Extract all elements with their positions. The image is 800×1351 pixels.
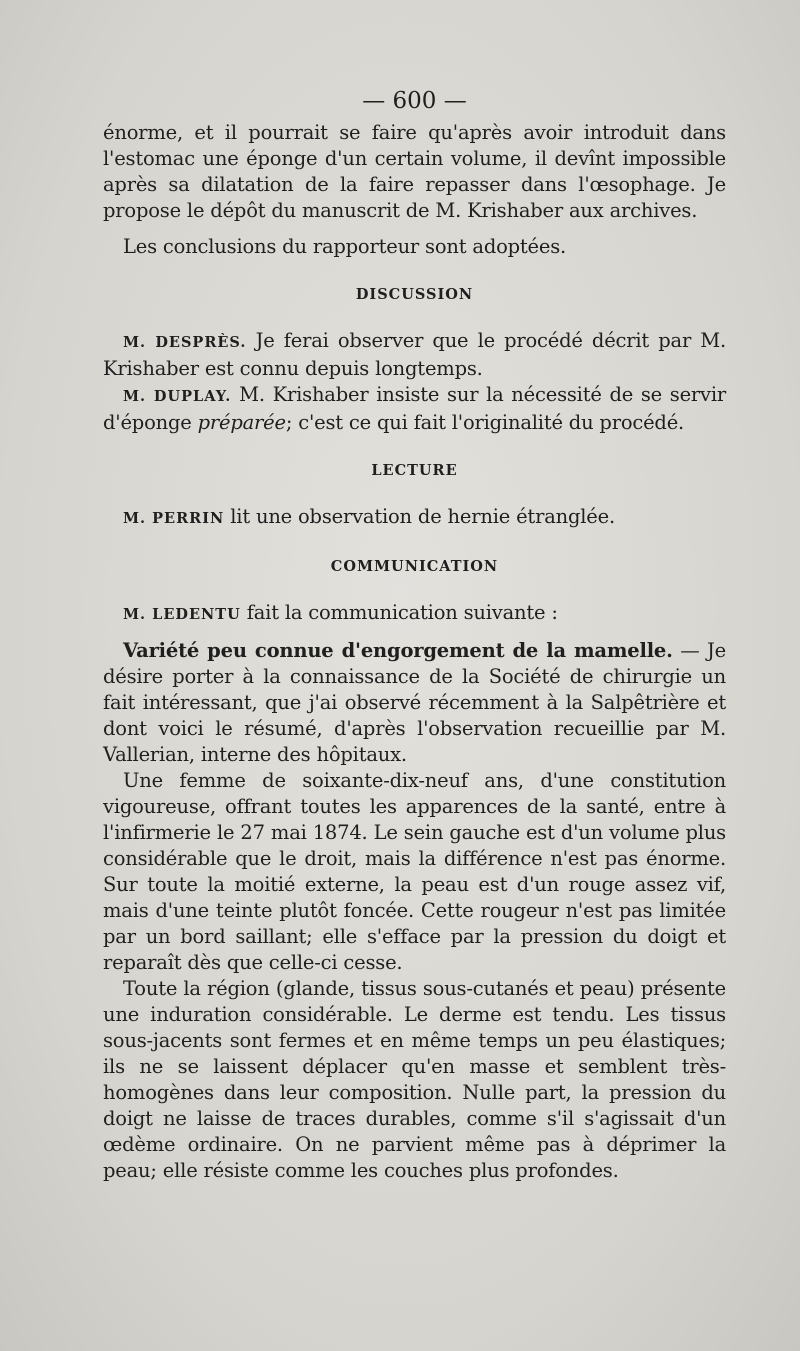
- paragraph-despres: [103, 328, 726, 382]
- paragraph-patient-description: Une femme de soixante-dix-neuf ans, d'une constitution vigoureuse, offrant toutes les apparences de la santé, entre à l'infirmerie le 27 mai 1874. Le sein gauche est d'un volume plus considérable que le droit, mais la différence n'est pas énorme. Sur toute la moitié externe, la peau est d'un rouge assez vif, mais d'une teinte plutôt foncée. Cette rougeur n'est pas limitée par un bord saillant; elle s'efface par la pression du doigt et reparaît dès que celle-ci cesse.: [103, 769, 726, 974]
- paragraph-conclusions: Les conclusions du rapporteur sont adoptées.: [123, 235, 567, 258]
- ledentu-text: fait la communication suivante :: [246, 601, 558, 624]
- speaker-perrin: M. PERRIN: [123, 510, 225, 527]
- speaker-despres: M. DESPRÈS.: [123, 334, 247, 351]
- perrin-text: lit une observation de hernie étranglée.: [230, 505, 615, 528]
- despres-remark: Je ferai observer que le procédé décrit par M. Krishaber est connu depuis longtemps.: [103, 329, 726, 380]
- speaker-duplay: M. DUPLAY.: [123, 388, 232, 405]
- heading-communication: COMMUNICATION: [330, 558, 499, 575]
- paragraph-continuation: énorme, et il pourrait se faire qu'après avoir introduit dans l'estomac une éponge d'un certain volume, il devînt impossible après sa dilatation de la faire repasser dans l'œsophage. Je propose le dépôt du manuscrit de M. Krishaber aux archives.: [103, 121, 726, 222]
- speaker-ledentu: M. LEDENTU: [123, 606, 241, 623]
- paragraph-duplay: [103, 382, 726, 436]
- heading-discussion: DISCUSSION: [355, 286, 474, 303]
- duplay-remark-a: M. Krishaber insiste sur la nécessité de se servir d'éponge: [103, 383, 727, 434]
- duplay-emphasis: préparée: [197, 411, 286, 434]
- text-block: [103, 88, 726, 1184]
- heading-lecture: LECTURE: [371, 462, 458, 479]
- communication-intro-text: — Je désire porter à la connaissance de la Société de chirurgie un fait intéressant, que j'ai observé récemment à la Salpêtrière et dont voici le résumé, d'après l'observation recueillie par M. Vallerian, interne des hôpitaux.: [103, 639, 726, 766]
- paragraph-ledentu: [103, 600, 726, 628]
- paragraph-perrin: [103, 504, 726, 532]
- communication-title: Variété peu connue d'engorgement de la mamelle.: [123, 639, 673, 662]
- paragraph-communication-intro: [103, 638, 726, 768]
- page-number: — 600 —: [362, 88, 467, 114]
- paragraph-induration: Toute la région (glande, tissus sous-cutanés et peau) présente une induration considérable. Le derme est tendu. Les tissus sous-jacents sont fermes et en même temps un peu élastiques; ils ne se laissent déplacer qu'en masse et semblent très-homogènes dans leur composition. Nulle part, la pression du doigt ne laisse de traces durables, comme s'il s'agissait d'un œdème ordinaire. On ne parvient même pas à déprimer la peau; elle résiste comme les couches plus profondes.: [103, 977, 726, 1182]
- duplay-remark-b: ; c'est ce qui fait l'originalité du procédé.: [285, 411, 685, 434]
